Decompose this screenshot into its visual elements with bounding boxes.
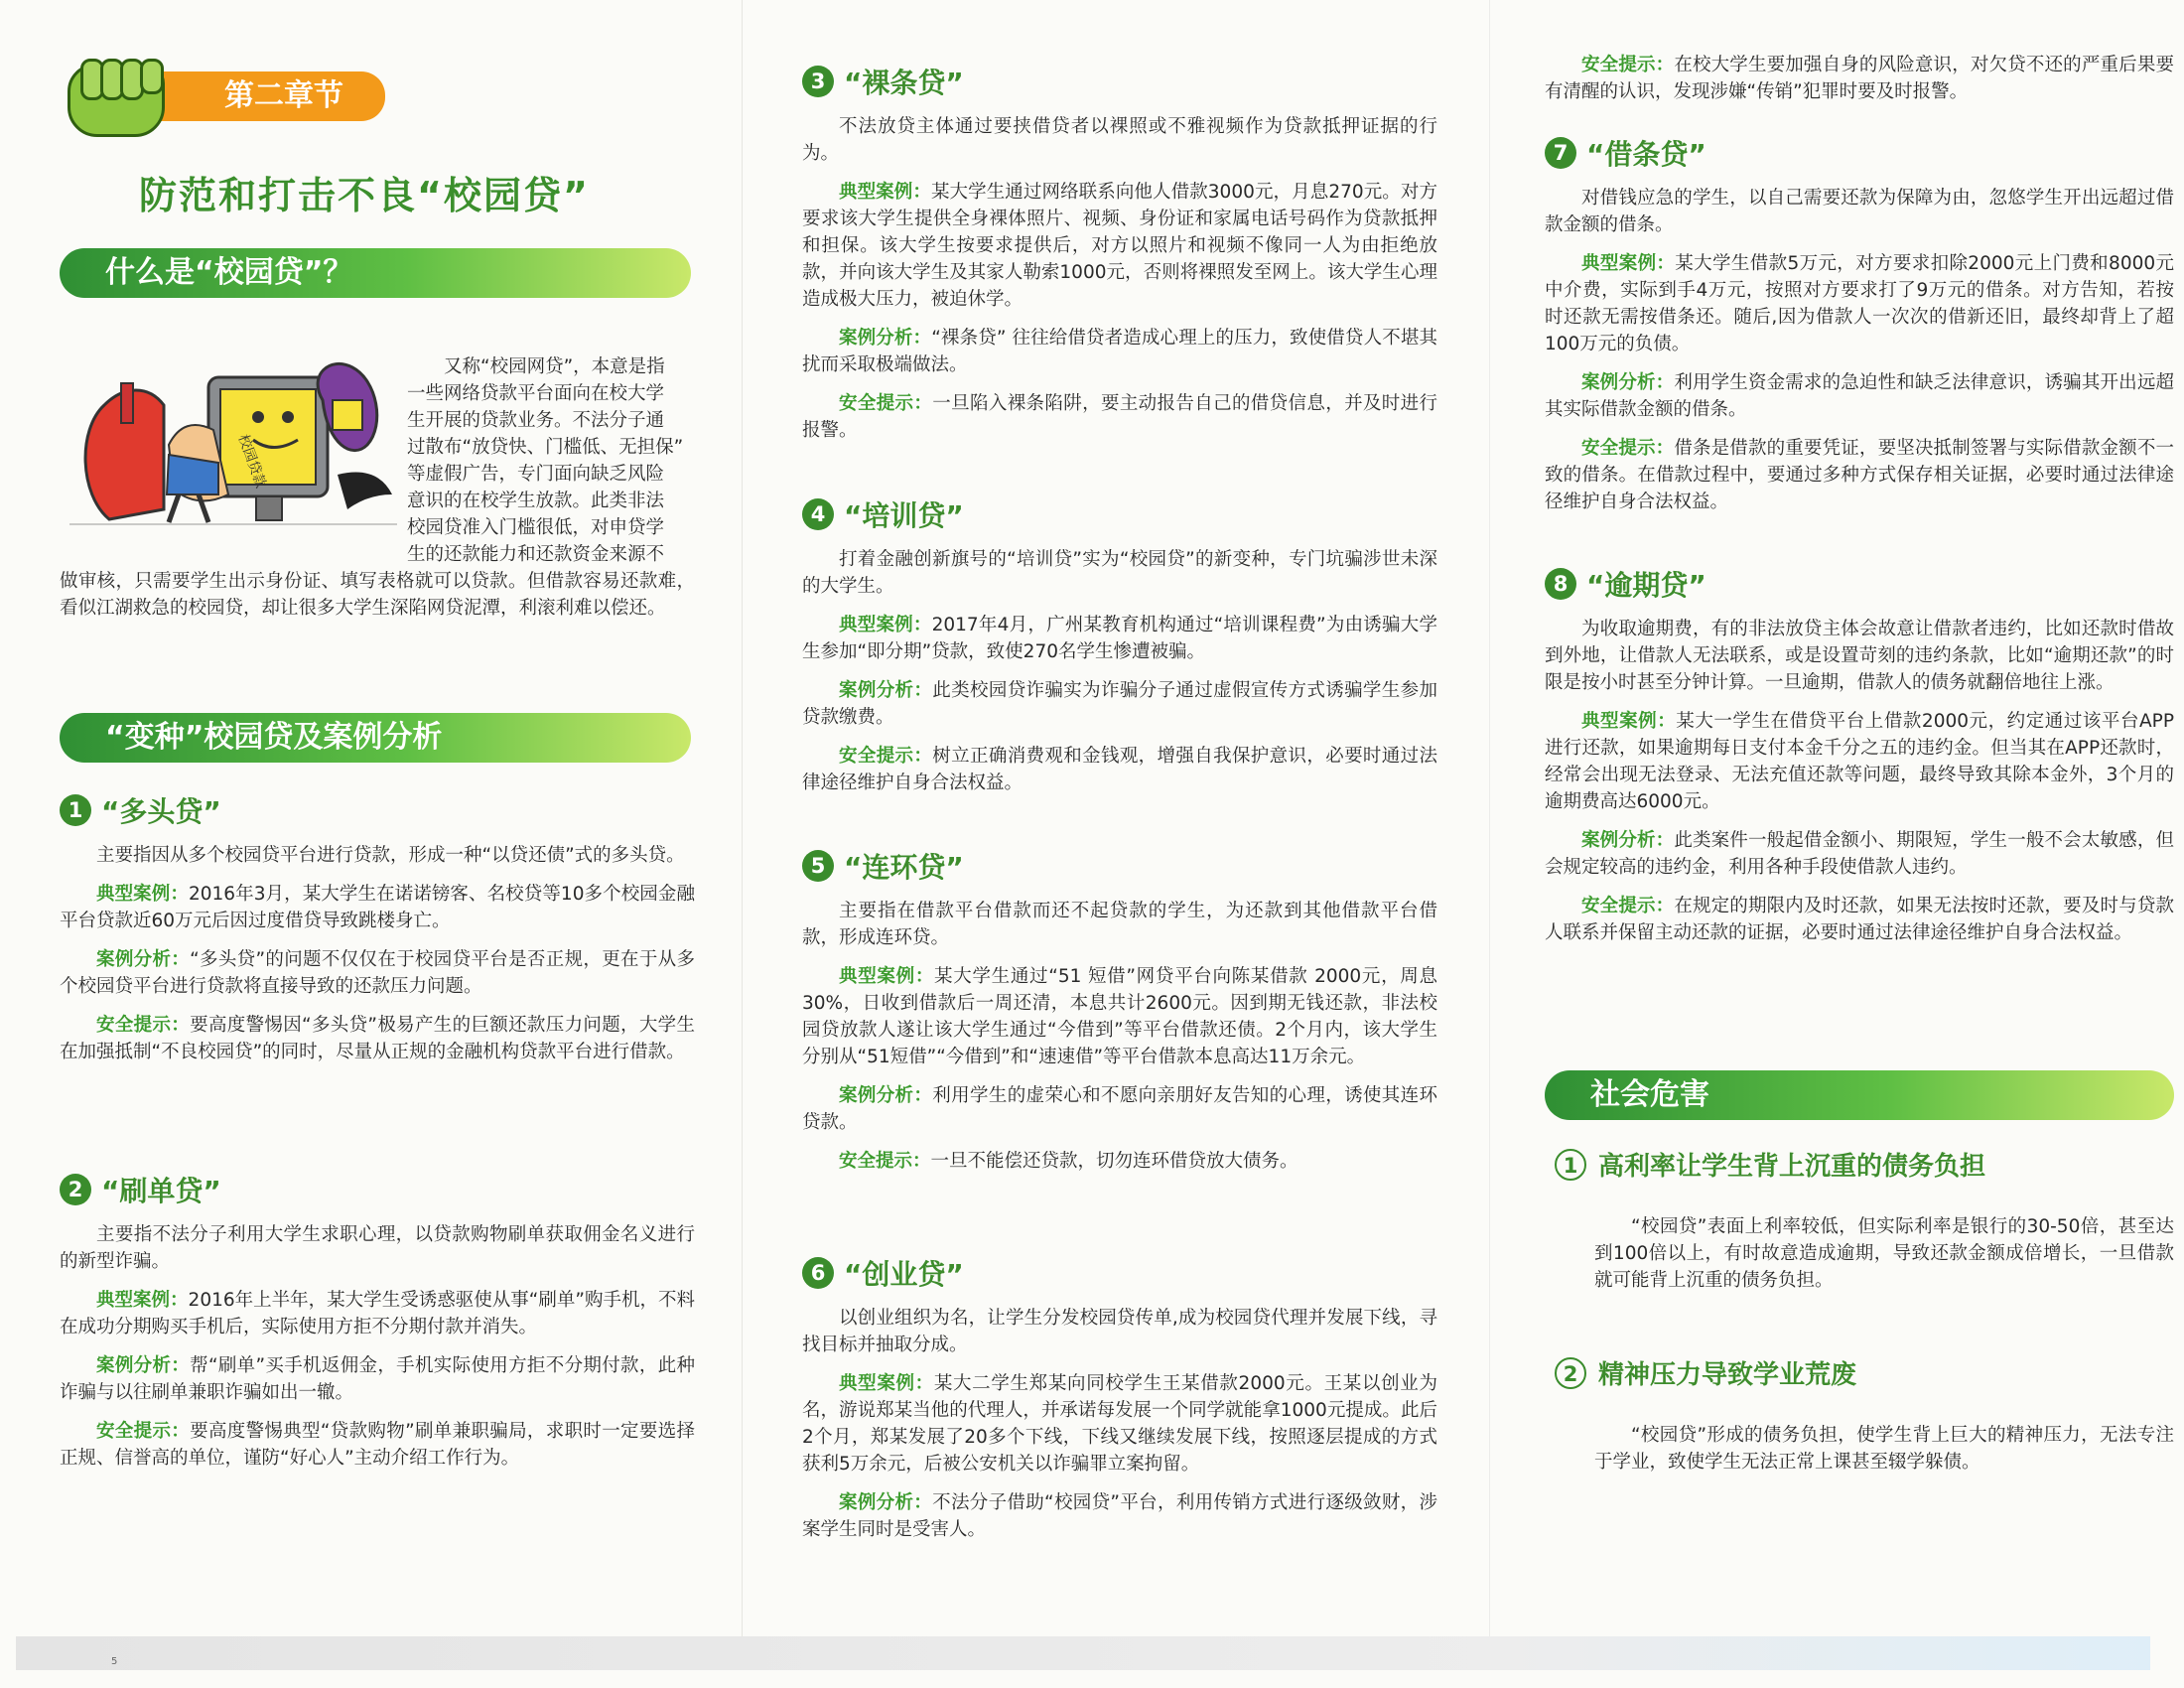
tip-label: 安全提示： [96, 1015, 191, 1036]
variant-7-intro: 对借钱应急的学生，以自己需要还款为保障为由，忽悠学生开出远超过借款金额的借条。 [1545, 188, 2174, 235]
harm-1-text: “校园贷”表面上利率较低，但实际利率是银行的30-50倍，甚至达到100倍以上，有时故意造成逾期，导致还款金额成倍增长，一旦借款就可能背上沉重的债务负担。 [1594, 1216, 2174, 1291]
body-text: 在校大学生要加强自身的风险意识，对欠贷不还的严重后果要有清醒的认识，发现涉嫌“传销”犯罪时要及时报警。 [1545, 55, 2174, 102]
label-text: 安全提示： [839, 393, 933, 414]
variant-8-analysis [1545, 827, 2174, 881]
body-text: “裸条贷” 往往给借贷者造成心理上的压力，致使借贷人不堪其扰而采取极端做法。 [802, 328, 1437, 375]
variant-2-tip [60, 1418, 695, 1472]
variant-5-tip [802, 1148, 1437, 1175]
fist-icon [68, 64, 165, 137]
body-text: 一旦不能偿还贷款，切勿连环借贷放大债务。 [930, 1151, 1298, 1172]
variant-3-tip [802, 390, 1437, 444]
variant-6-analysis [802, 1489, 1437, 1543]
body-text: 树立正确消费观和金钱观，增强自我保护意识，必要时通过法律途径维护自身合法权益。 [802, 746, 1437, 793]
analysis-label: 案例分析： [96, 949, 191, 970]
variant-4-intro: 打着金融创新旗号的“培训贷”实为“校园贷”的新变种，专门坑骗涉世未深的大学生。 [802, 549, 1437, 597]
label-text: 案例分析： [839, 1492, 933, 1513]
what-rest: 做审核，只需要学生出示身份证、填写表格就可以贷款。但借款容易还款难，看似江湖救急的校园贷，却让很多大学生深陷网贷泥潭，利滚利难以偿还。 [60, 571, 695, 619]
harm-2-number: 2 [1555, 1357, 1586, 1389]
chapter-label: 第二章节 [147, 71, 385, 121]
what-line-6: 意识的在校学生放款。此类非法 [407, 491, 665, 511]
variant-8-number: 8 [1545, 568, 1576, 600]
variant-1-tip [60, 1012, 695, 1065]
label-text: 典型案例： [1581, 253, 1676, 274]
what-line-4: 过散布“放贷快、门槛低、无担保” [407, 437, 684, 458]
variant-4-case [802, 612, 1437, 665]
variant-2-analysis [60, 1352, 695, 1406]
body-text: 要高度警惕典型“贷款购物”刷单兼职骗局，求职时一定要选择正规、信誉高的单位，谨防“好心人”主动介绍工作行为。 [60, 1421, 695, 1469]
variant-7-tip [1545, 435, 2174, 515]
body-text: 2016年3月，某大学生在诺诺镑客、名校贷等10多个校园金融平台贷款近60万元后因过度借贷导致跳楼身亡。 [60, 884, 695, 931]
variant-1-title: “多头贷” [101, 795, 221, 828]
body-text: 借条是借款的重要凭证，要坚决抵制签署与实际借款金额不一致的借条。在借款过程中，要通过多种方式保存相关证据，必要时通过法律途径维护自身合法权益。 [1545, 438, 2174, 512]
label-text: 典型案例： [839, 966, 935, 987]
what-line-8: 生的还款能力和还款资金来源不 [407, 544, 665, 565]
label-text: 安全提示： [1581, 55, 1675, 75]
harm-2 [1555, 1354, 2174, 1391]
variant-2-intro: 主要指不法分子利用大学生求职心理，以贷款购物刷单获取佣金名义进行的新型诈骗。 [60, 1224, 695, 1272]
harm-1 [1555, 1146, 2174, 1183]
label-text: 安全提示： [1581, 896, 1675, 916]
what-line-3: 生开展的贷款业务。不法分子通 [407, 410, 665, 431]
variant-1-case [60, 881, 695, 934]
label-text: 典型案例： [839, 615, 932, 635]
label-text: 典型案例： [1581, 711, 1677, 732]
variant-5-title: “连环贷” [844, 851, 964, 884]
variant-3-intro: 不法放贷主体通过要挟借贷者以裸照或不雅视频作为贷款抵押证据的行为。 [802, 116, 1437, 164]
variant-2-title: “刷单贷” [101, 1175, 221, 1207]
variant-7-title: “借条贷” [1586, 138, 1706, 171]
variant-8-tip [1545, 893, 2174, 946]
body-text: 利用学生资金需求的急迫性和缺乏法律意识，诱骗其开出远超其实际借款金额的借条。 [1545, 372, 2174, 420]
variant-8-title: “逾期贷” [1586, 569, 1706, 602]
label-text: 典型案例： [839, 1373, 934, 1394]
what-line-1: 又称“校园网贷”，本意是指 [444, 356, 665, 377]
case-label: 典型案例： [96, 1290, 189, 1311]
body-text: 某大学生借款5万元，对方要求扣除2000元上门费和8000元中介费，实际到手4万元，按照对方要求打了9万元的借条。对方告知，若按时还款无需按借条还。随后,因为借款人一次次的借新还旧，最终却背上了超100万元的负债。 [1545, 253, 2174, 354]
variant-7-analysis [1545, 369, 2174, 423]
variant-5-analysis [802, 1082, 1437, 1136]
label-text: 安全提示： [839, 746, 933, 767]
harm-2-text: “校园贷”形成的债务负担，使学生背上巨大的精神压力，无法专注于学业，致使学生无法正常上课甚至辍学躲债。 [1594, 1425, 2174, 1473]
variant-2-case [60, 1287, 695, 1340]
variant-6-number: 6 [802, 1257, 834, 1289]
label-text: 案例分析： [1581, 372, 1675, 393]
variant-3-analysis [802, 325, 1437, 378]
variant-4-title: “培训贷” [844, 499, 964, 532]
variant-3-title: “裸条贷” [844, 67, 964, 99]
variant-6-title: “创业贷” [844, 1258, 964, 1291]
variant-5-case [802, 963, 1437, 1070]
section-banner-variants: “变种”校园贷及案例分析 [60, 713, 691, 763]
body-text: 帮“刷单”买手机返佣金，手机实际使用方拒不分期付款，此种诈骗与以往刷单兼职诈骗如出一辙。 [60, 1355, 695, 1403]
body-text: 某大学生通过网络联系向他人借款3000元，月息270元。对方要求该大学生提供全身裸体照片、视频、身份证和家属电话号码作为贷款抵押和担保。该大学生按要求提供后，对方以照片和视频不像同一人为由拒绝放款，并向该大学生及其家人勒索1000元，否则将裸照发至网上。该大学生心理造成极大压力，被迫休学。 [802, 182, 1437, 310]
label-text: 案例分析： [839, 328, 932, 349]
label-text: 案例分析： [839, 1085, 933, 1106]
variant-6-intro: 以创业组织为名，让学生分发校园贷传单,成为校园贷代理并发展下线，寻找目标并抽取分成。 [802, 1308, 1437, 1355]
what-line-2: 一些网络贷款平台面向在校大学 [407, 383, 665, 404]
variant-8 [1545, 564, 2174, 946]
variant-5 [802, 846, 1437, 1175]
variant-2-number: 2 [60, 1174, 91, 1205]
label-text: 案例分析： [1581, 830, 1675, 851]
label-text: 案例分析： [839, 680, 933, 701]
body-text: 此类校园贷诈骗实为诈骗分子通过虚假宣传方式诱骗学生参加贷款缴费。 [802, 680, 1437, 728]
variant-2 [60, 1170, 695, 1472]
loan-illustration [69, 346, 397, 534]
body-text: 某大学生通过“51 短借”网贷平台向陈某借款 2000元，周息30%，日收到借款后一周还清，本息共计2600元。因到期无钱还款，非法校园贷放款人遂让该大学生通过“今借到”等平台借款还债。2个月内，该大学生分别从“51短借”“今借到”和“速速借”等平台借款本息高达11万余元。 [802, 966, 1437, 1067]
case-label: 典型案例： [96, 884, 189, 905]
harm-1-number: 1 [1555, 1149, 1586, 1181]
label-text: 典型案例： [839, 182, 931, 203]
what-line-7: 校园贷准入门槛很低，对申贷学 [407, 517, 665, 538]
page-number: 5 [111, 1656, 118, 1667]
harm-1-title: 高利率让学生背上沉重的债务负担 [1598, 1152, 1986, 1182]
variant-7-case [1545, 250, 2174, 357]
variant-8-case [1545, 708, 2174, 815]
variant-1-number: 1 [60, 794, 91, 826]
variant-8-intro: 为收取逾期费，有的非法放贷主体会故意让借款者违约，比如还款时借故到外地，让借款人无法联系，或是设置苛刻的违约条款，比如“逾期还款”的时限是按小时甚至分钟计算。一旦逾期，借款人的债务就翻倍地往上涨。 [1545, 619, 2174, 693]
body-text: 某大一学生在借贷平台上借款2000元，约定通过该平台APP进行还款，如果逾期每日支付本金千分之五的违约金。但当其在APP还款时，经常会出现无法登录、无法充值还款等问题，最终导致其除本金外，3个月的逾期费高达6000元。 [1545, 711, 2174, 812]
variant-1-intro: 主要指因从多个校园贷平台进行贷款，形成一种“以贷还债”式的多头贷。 [96, 845, 685, 866]
harm-2-title: 精神压力导致学业荒废 [1598, 1360, 1857, 1390]
variant-1 [60, 790, 695, 1065]
body-text: 此类案件一般起借金额小、期限短，学生一般不会太敏感，但会规定较高的违约金，利用各种手段使借款人违约。 [1545, 830, 2174, 878]
variant-7 [1545, 133, 2174, 515]
variant-4-analysis [802, 677, 1437, 731]
tip-label: 安全提示： [96, 1421, 191, 1442]
label-text: 安全提示： [839, 1151, 931, 1172]
bottom-edge [16, 1636, 2150, 1670]
variant-7-number: 7 [1545, 137, 1576, 169]
variant-4 [802, 494, 1437, 796]
body-text: 利用学生的虚荣心和不愿向亲朋好友告知的心理，诱使其连环贷款。 [802, 1085, 1437, 1133]
variant-3-number: 3 [802, 66, 834, 97]
variant-5-intro: 主要指在借款平台借款而还不起贷款的学生，为还款到其他借款平台借款，形成连环贷。 [802, 901, 1437, 948]
what-line-5: 等虚假广告，专门面向缺乏风险 [407, 464, 665, 485]
variant-6 [802, 1253, 1437, 1543]
variant-3 [802, 62, 1437, 444]
variant-5-number: 5 [802, 850, 834, 882]
what-intro-wrap [407, 353, 695, 568]
variant-6-tip [1545, 52, 2174, 105]
section-banner-harm: 社会危害 [1545, 1070, 2174, 1120]
body-text: 2017年4月，广州某教育机构通过“培训课程费”为由诱骗大学生参加“即分期”贷款，致使270名学生惨遭被骗。 [802, 615, 1437, 662]
body-text: 某大二学生郑某向同校学生王某借款2000元。王某以创业为名，游说郑某当他的代理人，并承诺每发展一个同学就能拿1000元提成。此后2个月，郑某发展了20多个下线，下线又继续发展下线，按照逐层提成的方式获利5万余元，后被公安机关以诈骗罪立案拘留。 [802, 1373, 1437, 1475]
body-text: “多头贷”的问题不仅仅在于校园贷平台是否正规，更在于从多个校园贷平台进行贷款将直接导致的还款压力问题。 [60, 949, 695, 997]
body-text: 在规定的期限内及时还款，如果无法按时还款，要及时与贷款人联系并保留主动还款的证据，必要时通过法律途径维护自身合法权益。 [1545, 896, 2174, 943]
variant-6-case [802, 1370, 1437, 1477]
section-banner-what: 什么是“校园贷”？ [60, 248, 691, 298]
body-text: 要高度警惕因“多头贷”极易产生的巨额还款压力问题，大学生在加强抵制“不良校园贷”的同时，尽量从正规的金融机构贷款平台进行借款。 [60, 1015, 695, 1062]
variant-4-tip [802, 743, 1437, 796]
variant-4-number: 4 [802, 498, 834, 530]
body-text: 2016年上半年，某大学生受诱惑驱使从事“刷单”购手机，不料在成功分期购买手机后，实际使用方拒不分期付款并消失。 [60, 1290, 695, 1337]
page-title: 防范和打击不良“校园贷” [139, 174, 590, 217]
variant-3-case [802, 179, 1437, 313]
variant-1-analysis [60, 946, 695, 1000]
label-text: 安全提示： [1581, 438, 1675, 459]
body-text: 不法分子借助“校园贷”平台，利用传销方式进行逐级敛财，涉案学生同时是受害人。 [802, 1492, 1437, 1540]
body-text: 一旦陷入裸条陷阱，要主动报告自己的借贷信息，并及时进行报警。 [802, 393, 1437, 441]
illustration-label: 校园贷款 [234, 432, 269, 491]
analysis-label: 案例分析： [96, 1355, 191, 1376]
